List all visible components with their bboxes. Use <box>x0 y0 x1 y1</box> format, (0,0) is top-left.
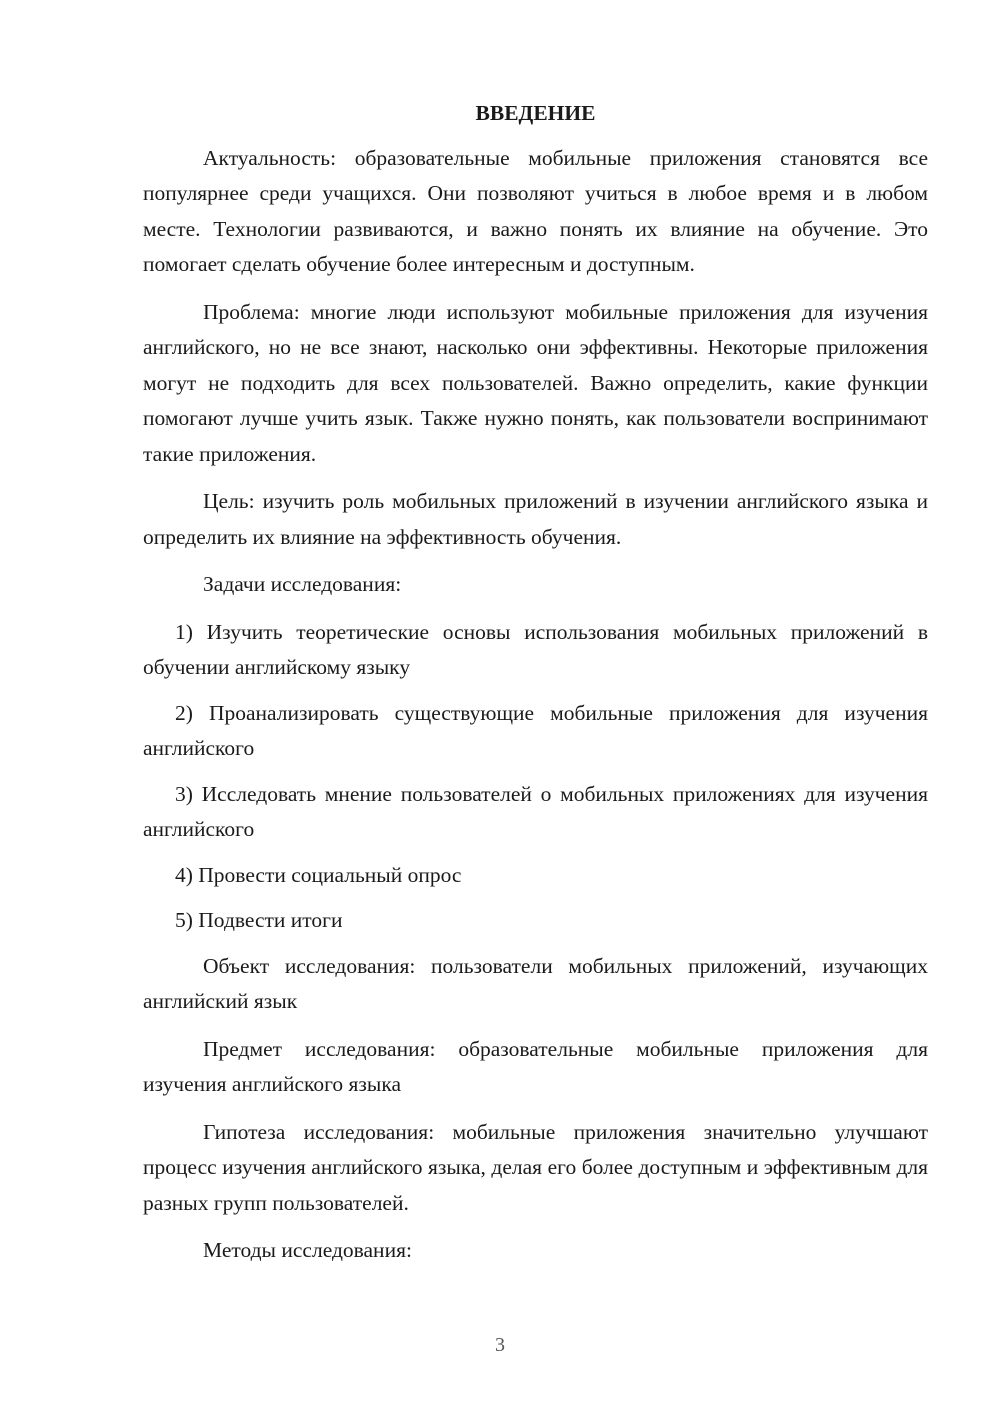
object-paragraph: Объект исследования: пользователи мобильных приложений, изучающих английский язык <box>143 953 928 1013</box>
page-body <box>143 96 928 1281</box>
page-number: 3 <box>495 1334 505 1356</box>
task-item-2: 2) Проанализировать существующие мобильные приложения для изучения английского <box>143 700 928 760</box>
methods-paragraph: Методы исследования: <box>203 1238 412 1262</box>
goal-paragraph: Цель: изучить роль мобильных приложений в изучении английского языка и определить их влияние на эффективность обучения. <box>143 489 928 549</box>
task-item-1: 1) Изучить теоретические основы использования мобильных приложений в обучении английскому языку <box>143 619 928 679</box>
task-item-3: 3) Исследовать мнение пользователей о мобильных приложениях для изучения английского <box>143 781 928 841</box>
tasks-title: Задачи исследования: <box>203 572 402 596</box>
relevance-paragraph: Актуальность: образовательные мобильные приложения становятся все популярнее среди учащихся. Они позволяют учиться в любое время и в любом месте. Технологии развиваются, и важно понять их влияние на обучение. Это помогает сделать обучение более интересным и доступным. <box>143 145 928 276</box>
hypothesis-paragraph: Гипотеза исследования: мобильные приложения значительно улучшают процесс изучения английского языка, делая его более доступным и эффективным для разных групп пользователей. <box>143 1119 928 1215</box>
subject-paragraph: Предмет исследования: образовательные мобильные приложения для изучения английского языка <box>143 1036 928 1096</box>
problem-paragraph: Проблема: многие люди используют мобильные приложения для изучения английского, но не все знают, насколько они эффективны. Некоторые приложения могут не подходить для всех пользователей. Важно определить, какие функции помогают лучше учить язык. Также нужно понять, как пользователи воспринимают такие приложения. <box>143 299 928 466</box>
task-item-4: 4) Провести социальный опрос <box>175 862 462 887</box>
task-item-5: 5) Подвести итоги <box>175 908 343 932</box>
page-title: ВВЕДЕНИЕ <box>475 101 596 125</box>
